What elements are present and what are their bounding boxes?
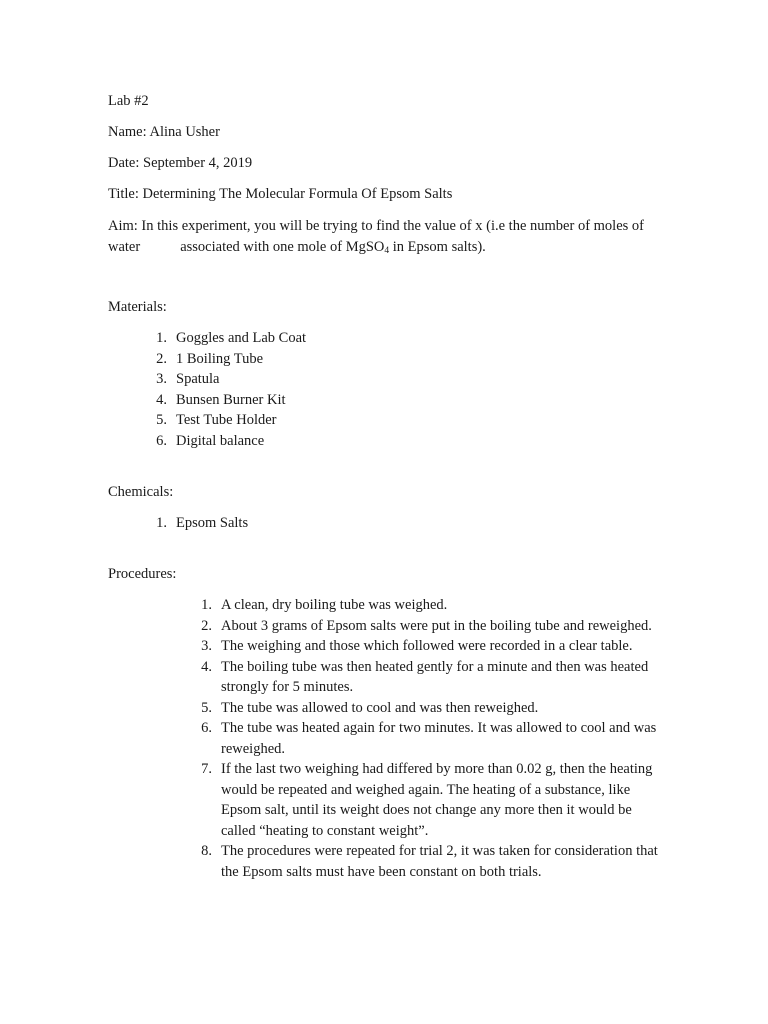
procedures-heading: Procedures: [108,566,177,582]
chemicals-heading: Chemicals: [108,484,174,500]
student-name: Name: Alina Usher [108,124,220,140]
materials-heading: Materials: [108,299,167,315]
procedures-list [198,595,658,882]
chemicals-list [153,513,248,534]
aim-text-part1: Aim: In this experiment, you will be trying to find the value of x (i.e the number of moles of water [108,218,644,255]
list-item [153,410,306,431]
list-text: 1 Boiling Tube [176,350,264,367]
list-item [153,369,306,390]
list-number: 4. [201,658,212,675]
lab-title: Title: Determining The Molecular Formula Of Epsom Salts [108,186,453,202]
list-number: 5. [156,412,167,428]
list-text: A clean, dry boiling tube was weighed. [221,597,448,613]
list-item [198,718,658,759]
list-text: The weighing and those which followed were recorded in a clear table. [221,638,633,654]
list-item [198,636,658,657]
list-text: The tube was heated again for two minutes. It was allowed to cool and was reweighed. [221,720,657,757]
list-item [153,390,306,411]
list-number: 7. [201,761,212,777]
list-text: If the last two weighing had differed by more than 0.02 g, then the heating would be repeated and weighed again. The heating of a substance, like Epsom salt, until its weight does not change any more then it would be called “heating to constant weight”. [221,761,653,839]
list-item [198,698,658,719]
list-number: 2. [201,617,212,634]
list-item [198,759,658,841]
list-item [198,595,658,616]
list-item [153,349,306,370]
list-text: About 3 grams of Epsom salts were put in the boiling tube and reweighed. [221,617,652,634]
list-item [153,431,306,452]
list-item [153,328,306,349]
list-number: 5. [201,699,212,716]
list-number: 3. [156,371,167,387]
list-item [198,616,658,637]
list-number: 2. [156,350,167,367]
list-text: The tube was allowed to cool and was then reweighed. [221,699,539,716]
list-text: Spatula [176,371,220,387]
list-number: 1. [156,515,167,531]
list-number: 6. [201,720,212,736]
list-number: 1. [156,330,167,346]
aim-paragraph [108,216,668,262]
list-text: Epsom Salts [176,515,249,531]
list-item [198,841,658,882]
list-text: The procedures were repeated for trial 2, it was taken for consideration that the Epsom salts must have been constant on both trials. [221,843,658,880]
lab-date: Date: September 4, 2019 [108,155,253,171]
list-text: Test Tube Holder [176,412,277,428]
aim-subscript: 4 [384,246,390,256]
list-number: 1. [201,597,212,613]
list-number: 8. [201,843,212,859]
lab-number: Lab #2 [108,93,149,109]
aim-text-part2: associated with one mole of MgSO [180,239,385,255]
list-text: Goggles and Lab Coat [176,330,307,346]
list-number: 3. [201,638,212,654]
list-text: The boiling tube was then heated gently for a minute and then was heated strongly for 5 minutes. [221,658,649,695]
aim-text-part3: in Epsom salts). [389,239,486,255]
list-item [198,657,658,698]
list-text: Bunsen Burner Kit [176,391,286,408]
materials-list [153,328,306,451]
list-text: Digital balance [176,432,265,449]
list-item [153,513,248,534]
list-number: 4. [156,391,167,408]
list-number: 6. [156,432,167,449]
